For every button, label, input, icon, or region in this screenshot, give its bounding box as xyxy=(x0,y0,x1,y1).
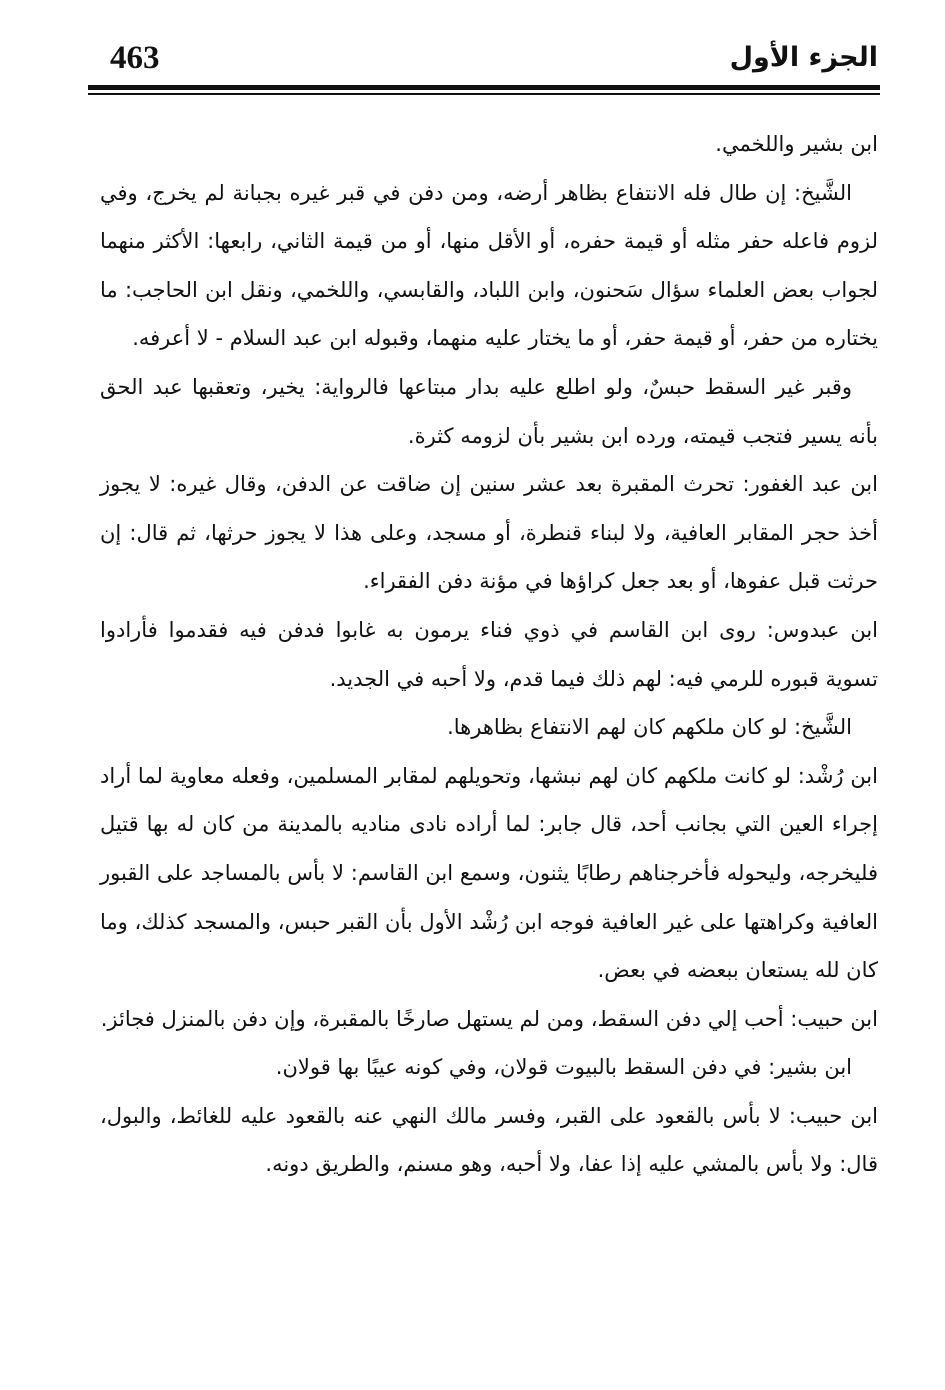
paragraph: الشَّيخ: إن طال فله الانتفاع بظاهر أرضه، ومن دفن في قبر غيره بجبانة لم يخرج، وفي لزوم فاعله حفر مثله أو قيمة حفره، أو الأقل منها، أو من قيمة الثاني، رابعها: الأكثر منهما لجواب بعض العلماء سؤال سَحنون، وابن اللباد، والقابسي، واللخمي، ونقل ابن الحاجب: ما يختاره من حفر، أو قيمة حفر، أو ما يختار عليه منهما، وقبوله ابن عبد السلام - لا أعرفه. xyxy=(100,180,878,351)
header-rule-thick xyxy=(88,85,880,90)
paragraph: ابن بشير: في دفن السقط بالبيوت قولان، وفي كونه عيبًا بها قولان. xyxy=(275,1055,852,1080)
paragraph: ابن رُشْد: لو كانت ملكهم كان لهم نبشها، وتحويلهم لمقابر المسلمين، وفعله معاوية لما أراد إجراء العين التي بجانب أحد، قال جابر: لما أراده نادى مناديه بالمدينة من كان له بها قتيل فليخرجه، وليحوله فأخرجناهم رطابًا يثنون، وسمع ابن القاسم: لا بأس بالمساجد على القبور العافية وكراهتها على غير العافية فوجه ابن رُشْد الأول بأن القبر حبس، والمسجد كذلك، وما كان لله يستعان ببعضه في بعض. xyxy=(100,763,878,983)
paragraph: ابن عبدوس: روى ابن القاسم في ذوي فناء يرمون به غابوا فدفن فيه فقدموا فأرادوا تسوية قبوره للرمي فيه: لهم ذلك فيما قدم، ولا أحبه في الجديد. xyxy=(100,617,878,691)
paragraph: ابن عبد الغفور: تحرث المقبرة بعد عشر سنين إن ضاقت عن الدفن، وقال غيره: لا يجوز أخذ حجر المقابر العافية، ولا لبناء قنطرة، أو مسجد، وعلى هذا لا يجوز حرثها، ثم قال: إن حرثت قبل عفوها، أو بعد جعل كراؤها في مؤنة دفن الفقراء. xyxy=(100,472,878,594)
paragraph: ابن حبيب: أحب إلي دفن السقط، ومن لم يستهل صارخًا بالمقبرة، وإن دفن بالمنزل فجائز. xyxy=(100,1006,878,1031)
paragraph: ابن بشير واللخمي. xyxy=(715,132,878,156)
header-rule-thin xyxy=(88,93,880,95)
page-body xyxy=(100,120,878,1189)
paragraph: الشَّيخ: لو كان ملكهم كان لهم الانتفاع بظاهرها. xyxy=(447,715,852,740)
paragraph: ابن حبيب: لا بأس بالقعود على القبر، وفسر مالك النهي عنه بالقعود عليه للغائط، والبول، قال: ولا بأس بالمشي عليه إذا عفا، ولا أحبه، وهو مسنم، والطريق دونه. xyxy=(100,1103,878,1177)
page-number: 463 xyxy=(110,40,160,76)
paragraph: وقبر غير السقط حبسٌ، ولو اطلع عليه بدار مبتاعها فالرواية: يخير، وتعقبها عبد الحق بأنه يسير فتجب قيمته، ورده ابن بشير بأن لزومه كثرة. xyxy=(100,374,878,448)
running-title: الجزء الأول xyxy=(729,42,878,73)
